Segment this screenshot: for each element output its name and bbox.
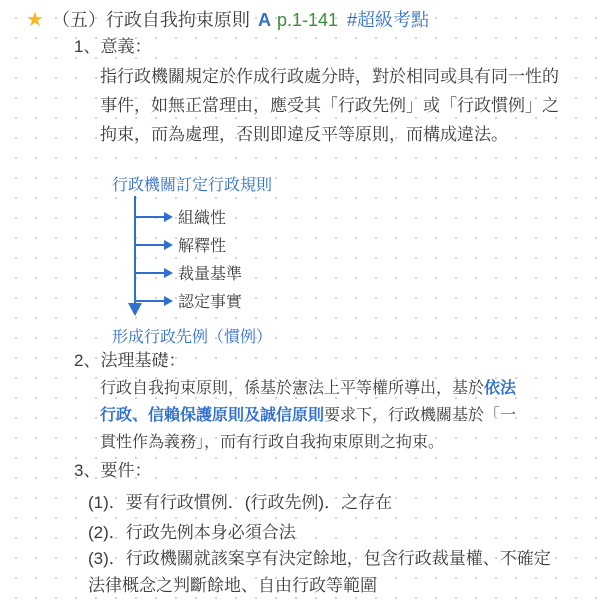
flow-diagram	[100, 172, 430, 347]
section-3-item-1: (1)．要有行政慣例．(行政先例)．之存在	[88, 493, 393, 512]
section-3-item-2: (2)．行政先例本身必須合法	[88, 523, 296, 542]
section-2-heading: 2、法理基礎：	[74, 351, 186, 370]
diagram-branch-label-1: 組織性	[178, 210, 227, 227]
section-1-body: 指行政機關規定於作成行政處分時，對於相同或具有同一性的事件，如無正當理由，應受其「行政先例」或「行政慣例」之拘束，而為處理，否則即違反平等原則，而構成違法。	[100, 67, 559, 144]
star-icon: ★	[26, 9, 44, 31]
title-hashtag: #超級考點	[347, 10, 430, 30]
section-3-heading: 3、要件：	[74, 461, 152, 480]
diagram-source-label: 行政機關訂定行政規則	[112, 177, 273, 194]
section-2-highlight-2: 行政、信賴保護原則及誠信原則	[100, 407, 325, 424]
diagram-branch-line-3	[136, 272, 166, 274]
diagram-main-arrow-line	[134, 196, 136, 306]
diagram-branch-arrow-3	[164, 268, 173, 278]
diagram-result-label: 形成行政先例（慣例）	[112, 329, 273, 346]
diagram-branch-label-4: 認定事實	[178, 294, 243, 311]
section-2-text-2: 要求下，行政機關基於「一	[324, 407, 517, 424]
diagram-branch-arrow-4	[164, 296, 173, 306]
section-3-item-3: (3)．行政機關就該案享有決定餘地，包含行政裁量權、不確定法律概念之判斷餘地、自由行政等範圍	[88, 549, 551, 595]
section-2-text-1: 行政自我拘束原則，係基於憲法上平等權所導出，基於	[100, 380, 485, 397]
diagram-branch-label-3: 裁量基準	[178, 266, 243, 283]
section-2-line-2	[100, 405, 516, 427]
diagram-branch-line-1	[136, 216, 166, 218]
diagram-branch-arrow-1	[164, 212, 173, 222]
section-2-line-3: 貫性作為義務」，而有行政自我拘束原則之拘束。	[100, 434, 445, 451]
title-page-reference: p.1-141	[276, 10, 338, 30]
diagram-branch-line-4	[136, 300, 166, 302]
title-text: （五）行政自我拘束原則	[51, 10, 250, 30]
diagram-branch-label-2: 解釋性	[178, 238, 227, 255]
page-title	[26, 8, 429, 32]
title-reference-letter: A	[257, 10, 271, 30]
diagram-main-arrow-head	[128, 303, 142, 316]
section-2-highlight-1: 依法	[484, 380, 517, 397]
section-1-heading: 1、意義：	[74, 37, 152, 56]
section-2-line-1	[100, 378, 516, 400]
diagram-branch-arrow-2	[164, 240, 173, 250]
diagram-branch-line-2	[136, 244, 166, 246]
